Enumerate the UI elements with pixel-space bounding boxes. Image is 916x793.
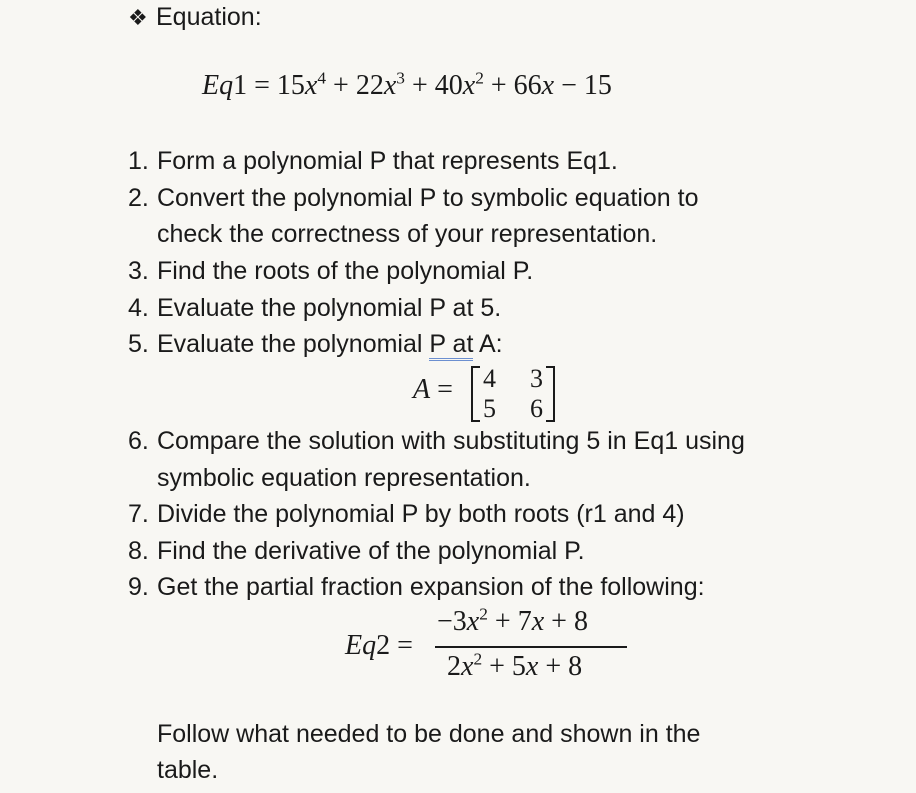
list-item: 1. Form a polynomial P that represents Eq1. — [128, 147, 618, 175]
list-item: 8. Find the derivative of the polynomial P. — [128, 537, 585, 565]
heading-text: Equation: — [156, 3, 262, 31]
list-item: 5. Evaluate the polynomial P at A: — [128, 329, 503, 359]
fraction-denominator: $2x^2 + 5x + 8$ — [447, 649, 583, 682]
list-item: 2. Convert the polynomial P to symbolic equation to — [128, 184, 699, 212]
matrix-cell: 4 — [483, 364, 496, 393]
list-item: 9. Get the partial fraction expansion of the following: — [128, 573, 705, 601]
right-bracket — [546, 366, 555, 422]
list-item: 3. Find the roots of the polynomial P. — [128, 257, 534, 285]
matrix-a — [471, 364, 555, 422]
list-item-continuation: symbolic equation representation. — [157, 464, 531, 492]
matrix-cell: 3 — [530, 364, 543, 393]
list-item-continuation: check the correctness of your representation. — [157, 220, 658, 248]
list-item: 4. Evaluate the polynomial P at 5. — [128, 294, 502, 322]
fraction-numerator: $-3x^2 + 7x + 8$ — [437, 604, 588, 637]
grammar-underline: P at — [429, 330, 473, 361]
section-heading — [128, 2, 262, 33]
matrix-label: A = — [413, 374, 453, 405]
matrix-cell: 5 — [483, 394, 496, 423]
list-item: 7. Divide the polynomial P by both roots (r1 and 4) — [128, 500, 685, 528]
footer-line: table. — [157, 756, 219, 784]
list-item: 6. Compare the solution with substituting 5 in Eq1 using — [128, 427, 745, 455]
fraction-bar — [435, 646, 627, 648]
footer-line: Follow what needed to be done and shown in the — [157, 720, 701, 748]
left-bracket — [471, 366, 480, 422]
equation-eq1: $Eq1 = 15x^4 + 22x^3 + 40x^2 + 66x - 15$ — [202, 68, 612, 101]
diamond-bullet-icon: ❖ — [128, 5, 148, 30]
equation-eq2-label: Eq2 = — [345, 630, 413, 661]
matrix-cell: 6 — [530, 394, 543, 423]
